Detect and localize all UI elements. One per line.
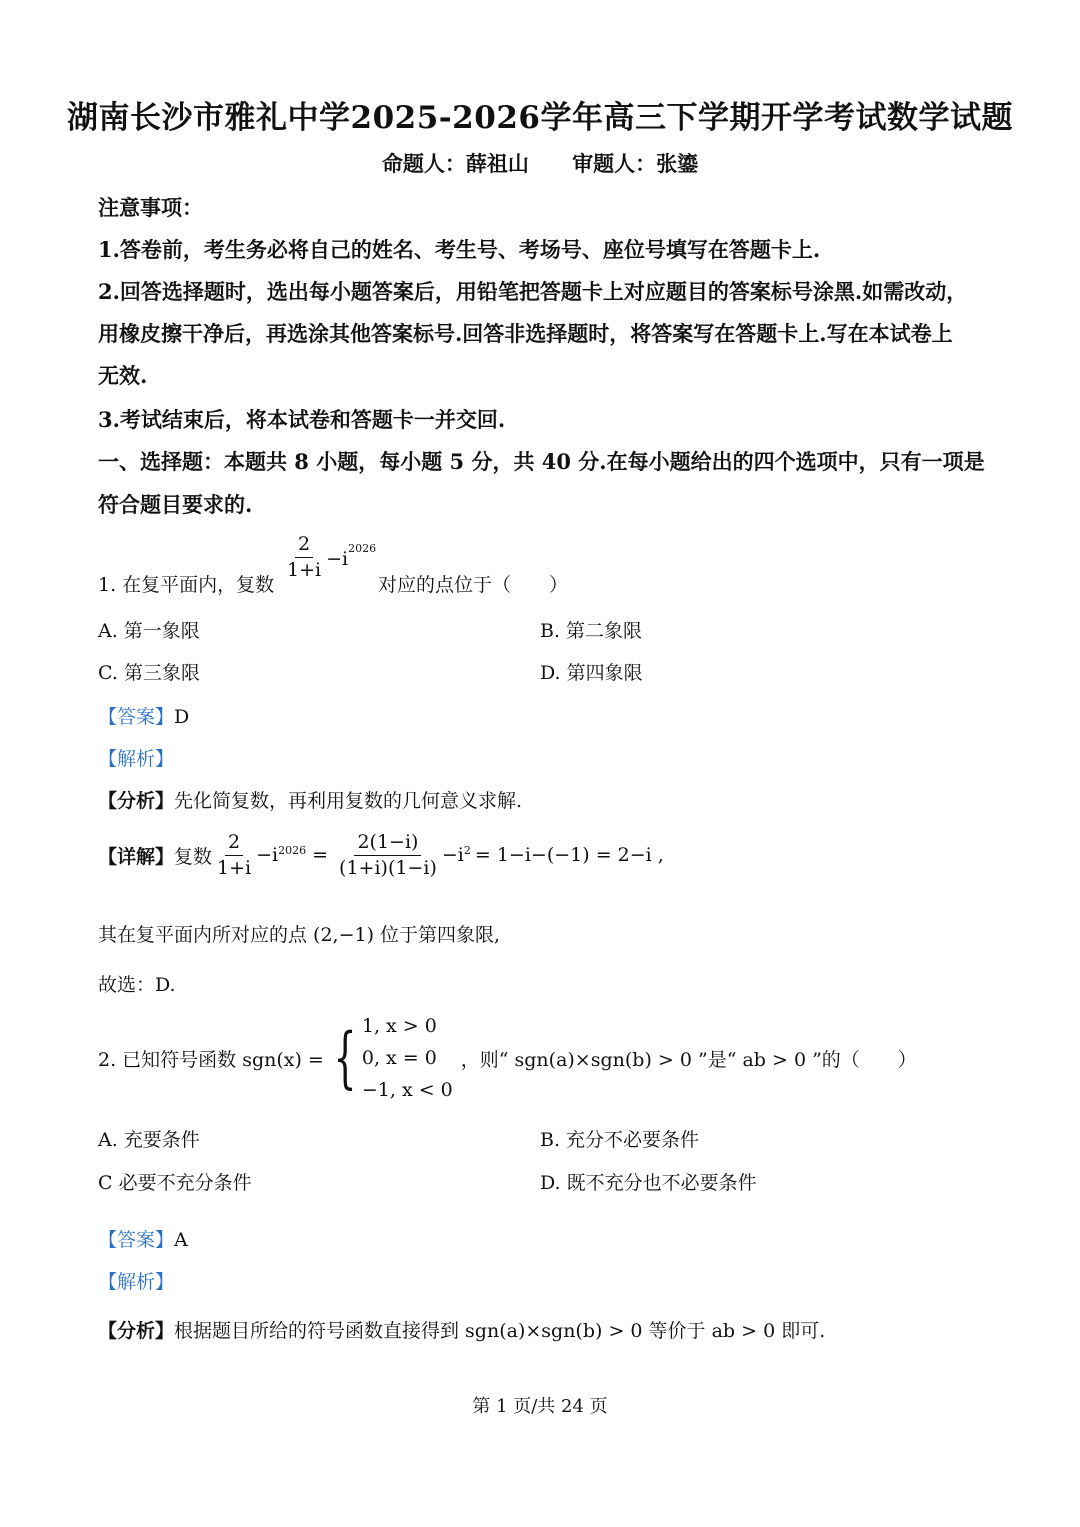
- notice-item-1: 1.答卷前，考生务必将自己的姓名、考生号、考场号、座位号填写在答题卡上.: [98, 237, 821, 262]
- q1-fenxi-text: 先化简复数，再利用复数的几何意义求解.: [174, 790, 523, 812]
- q2-answer-line: [98, 1225, 188, 1252]
- q1-answer-tag: 【答案】: [98, 706, 175, 728]
- q2-fenxi-tag: 【分析】: [98, 1320, 175, 1342]
- q1-expression: $\frac{2}{1+i}$ −i $^{2026}$: [282, 534, 376, 581]
- q1-detail-tag: 【详解】: [98, 845, 175, 868]
- q1-answer-value: D: [174, 706, 190, 728]
- q1-option-d: D. 第四象限: [540, 662, 643, 684]
- q1-option-c: C. 第三象限: [98, 662, 200, 684]
- page-footer: 第 1 页/共 24 页: [472, 1396, 608, 1417]
- q1-analysis-tag: 【解析】: [98, 748, 175, 770]
- q1-suffix: 对应的点位于（ ）: [378, 574, 569, 596]
- notice-heading: 注意事项：: [98, 195, 203, 220]
- q1-detail-lead: 复数: [174, 845, 213, 868]
- q2-fenxi-text: 根据题目所给的符号函数直接得到 sgn(a)×sgn(b) > 0 等价于 ab > 0 即可.: [174, 1320, 826, 1342]
- q1-detail-fraction-1: $\frac{2}{1+i}$: [217, 831, 252, 879]
- q2-option-b: B. 充分不必要条件: [540, 1129, 700, 1151]
- q2-option-d: D. 既不充分也不必要条件: [540, 1172, 757, 1194]
- section-1-line-1: 一、选择题：本题共 8 小题，每小题 5 分，共 40 分.在每小题给出的四个选项中，只有一项是: [98, 449, 985, 474]
- equals-sign: =: [312, 844, 329, 867]
- q1-prefix: 1. 在复平面内，复数: [98, 574, 275, 596]
- q2-case-1: 1, x > 0: [361, 1015, 437, 1037]
- left-brace-icon: {: [333, 1019, 357, 1096]
- q2-suffix: ，则“ sgn(a)×sgn(b) > 0 ”是“ ab > 0 ”的（ ）: [460, 1048, 917, 1071]
- q1-option-b: B. 第二象限: [540, 620, 643, 642]
- q2-piecewise: [324, 1010, 453, 1106]
- q1-choose-line: 故选：D.: [98, 974, 176, 996]
- q1-point-line: 其在复平面内所对应的点 (2,−1) 位于第四象限,: [98, 924, 501, 946]
- q1-option-a: A. 第一象限: [98, 620, 200, 642]
- q2-option-a: A. 充要条件: [98, 1129, 200, 1151]
- q2-answer-value: A: [174, 1229, 188, 1251]
- notice-item-3: 3.考试结束后，将本试卷和答题卡一并交回.: [98, 407, 506, 432]
- q2-analysis-tag: 【解析】: [98, 1271, 175, 1293]
- q1-detail-fraction-2: $\frac{2(1-i)}{(1+i)(1-i)}$: [339, 831, 437, 879]
- q1-fraction: $\frac{2}{1+i}$: [287, 533, 322, 581]
- q1-answer-line: [98, 702, 189, 729]
- notice-item-2-line-2: 用橡皮擦干净后，再选涂其他答案标号.回答非选择题时，将答案写在答题卡上.写在本试卷上: [98, 321, 953, 346]
- q2-case-3: −1, x < 0: [361, 1079, 453, 1101]
- setter-label: 命题人：薛祖山: [381, 151, 529, 176]
- notice-item-2-line-1: 2.回答选择题时，选出每小题答案后，用铅笔把答题卡上对应题目的答案标号涂黑.如需改动，: [98, 279, 968, 304]
- q2-case-2: 0, x = 0: [361, 1047, 437, 1069]
- q2-prefix: 2. 已知符号函数 sgn(x) =: [98, 1048, 324, 1071]
- authors-line: [0, 148, 1080, 178]
- q2-fenxi-line: [98, 1316, 825, 1343]
- q2-stem: [98, 1010, 917, 1106]
- reviewer-label: 审题人：张鎏: [572, 151, 699, 176]
- q1-detail-line: 【详解】 复数 $\frac{2}{1+i}$ −i $^{2026}$ = $\frac{2(1-i)}{(1+i)(1-i)}$ −i $^2$ = 1−i−(−1) = 2−i ,: [98, 831, 664, 879]
- q1-fenxi-line: [98, 786, 522, 813]
- q2-answer-tag: 【答案】: [98, 1229, 175, 1251]
- section-1-line-2: 符合题目要求的.: [98, 492, 253, 517]
- q2-option-c: C 必要不充分条件: [98, 1172, 252, 1194]
- notice-item-2-line-3: 无效.: [98, 363, 148, 388]
- q1-detail-result: = 1−i−(−1) = 2−i ,: [474, 844, 664, 867]
- q1-fenxi-tag: 【分析】: [98, 790, 175, 812]
- page-title: 湖南长沙市雅礼中学2025-2026学年高三下学期开学考试数学试题: [67, 100, 1013, 136]
